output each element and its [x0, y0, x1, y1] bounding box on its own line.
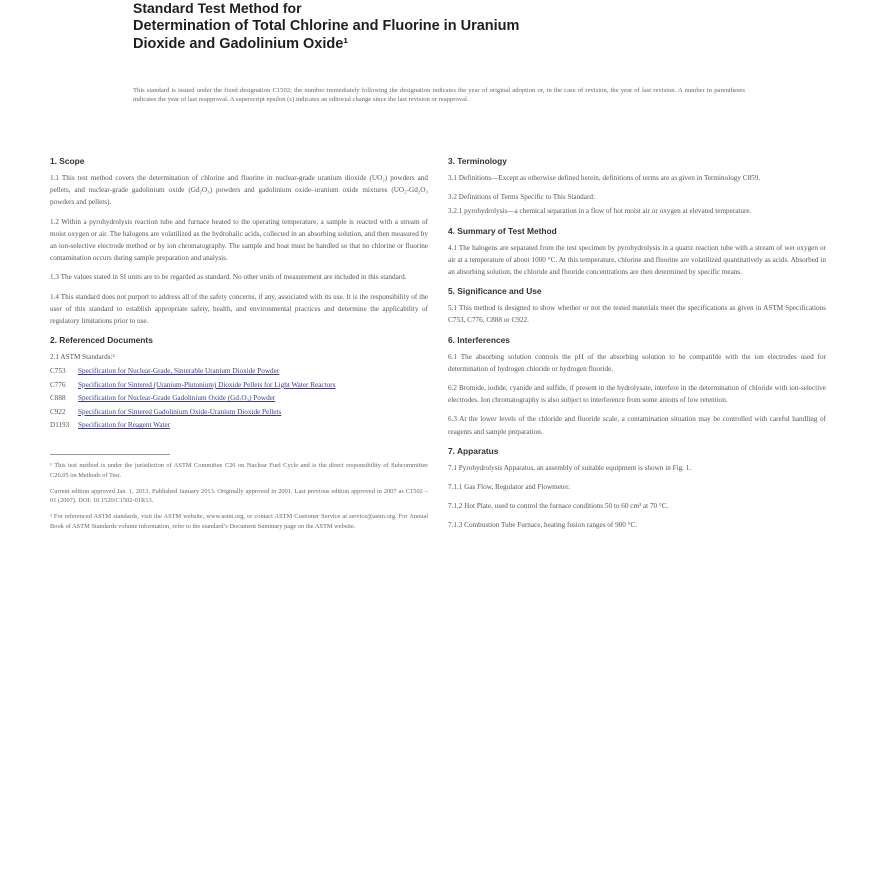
paragraph-3-1: 3.1 Definitions—Except as otherwise defined herein, definitions of terms are as given in Terminology C859. — [448, 174, 761, 182]
reference-list — [50, 366, 428, 432]
reference-item — [50, 366, 428, 378]
footnote-2: ² For referenced ASTM standards, visit the ASTM website, www.astm.org, or contact ASTM Customer Service at service@astm.org. For Annual Book of ASTM Standards volume information, refer to the standard’s Document Summary page on the ASTM website. — [50, 513, 428, 530]
section-heading-terminology: 3. Terminology — [448, 156, 507, 166]
section-heading-scope: 1. Scope — [50, 156, 85, 166]
paragraph-7-1: 7.1 Pyrohydrolysis Apparatus, an assembly of suitable equipment is shown in Fig. 1. — [448, 463, 692, 472]
reference-number: C922 — [50, 407, 66, 416]
footnote-edition: Current edition approved Jan. 1, 2013. Published January 2013. Originally approved in 2001. Last previous edition approved in 2007 as C1502 – 01 (2007). DOI: 10.1520/C1502-01R13. — [50, 487, 428, 505]
footnote-divider — [50, 454, 170, 455]
paragraph-3-2: 3.2 Definitions of Terms Specific to This Standard: — [448, 193, 595, 202]
paragraph-7-1-3: 7.1.3 Combustion Tube Furnace, heating fusion ranges of 900 °C. — [448, 521, 638, 530]
section-heading-interferences: 6. Interferences — [448, 334, 510, 345]
paragraph-6-1: 6.1 The absorbing solution controls the pH of the absorbing solution to be compatible with the ion electrodes used for determination of hydrogen chloride or hydrogen fluoride. — [448, 352, 826, 373]
reference-item — [50, 393, 428, 405]
paragraph-7-1-2: 7.1.2 Hot Plate, used to control the furnace conditions 50 to 60 cm³ at 70 °C. — [448, 502, 669, 511]
reference-link[interactable]: Specification for Nuclear-Grade, Sinterable Uranium Dioxide Powder — [78, 367, 280, 376]
paragraph-6-3: 6.3 At the lower levels of the chloride and fluoride scale, a contamination situation may be controlled with careful handling of reagents and sample preparation. — [448, 415, 826, 436]
paragraph-5-1: 5.1 This method is designed to show whether or not the tested materials meet the specifications as given in ASTM Specifications C753, C776, C888 or C922. — [448, 304, 826, 325]
reference-link[interactable]: Specification for Sintered Gadolinium Oxide-Uranium Dioxide Pellets — [78, 407, 282, 416]
footnote-1: ¹ This test method is under the jurisdiction of ASTM Committee C26 on Nuclear Fuel Cycle and is the direct responsibility of Subcommittee C26.05 on Methods of Test. — [50, 461, 428, 479]
paragraph-7-1-1: 7.1.1 Gas Flow, Regulator and Flowmeter. — [448, 483, 570, 492]
reference-link[interactable]: Specification for Reagent Water — [78, 421, 171, 430]
paragraph-1-2: 1.2 Within a pyrohydrolysis reaction tube and furnace heated to the operating temperature, a sample is reacted with a stream of moist oxygen or air. The halogens are volatilized as the hydrohalic acids, collected in an absorbing solution, and then measured by an ion-selective electrode method or by ion chromatography. The sample and boat must be handled so that no chlorine or fluorine contamination occurs during sample preparation and analysis. — [50, 217, 428, 263]
paragraph-1-1: 1.1 This test method covers the determination of chlorine and fluorine in nuclear-grade uranium dioxide (UO₂) powders and pellets, and nuclear-grade gadolinium oxide (Gd₂O₃) powders and gadolinium oxide–uranium oxide mixtures (UO₂-Gd₂O₃ powders and pellets). — [50, 174, 428, 207]
section-heading-referenced-documents: 2. Referenced Documents — [50, 335, 153, 346]
document-title-line-3: Dioxide and Gadolinium Oxide¹ — [133, 36, 349, 52]
document-title-line-1: Standard Test Method for — [133, 0, 302, 16]
paragraph-2-1: 2.1 ASTM Standards:² — [50, 353, 115, 362]
reference-item — [50, 380, 428, 392]
document-title-block — [133, 0, 733, 53]
paragraph-1-3: 1.3 The values stated in SI units are to be regarded as standard. No other units of measurement are included in this standard. — [50, 273, 407, 282]
reference-number: C776 — [50, 380, 66, 389]
right-column — [448, 155, 826, 539]
reference-number: C888 — [50, 394, 66, 403]
document-title-line-2: Determination of Total Chlorine and Fluorine in Uranium — [133, 18, 520, 34]
reference-number: D1193 — [50, 421, 70, 430]
reference-item — [50, 420, 428, 432]
reference-number: C753 — [50, 367, 66, 376]
section-heading-summary: 4. Summary of Test Method — [448, 225, 557, 236]
paragraph-4-1: 4.1 The halogens are separated from the test specimen by pyrohydrolysis in a quartz reaction tube with a stream of wet oxygen or air at a temperature of about 1000 °C. At this temperature, chlorine and fluorine are volatilized quantitatively as acids. Absorbed in an absorbing solution, the chloride and fluoride concentrations are then determined by specific means. — [448, 243, 826, 277]
reference-link[interactable]: Specification for Nuclear-Grade Gadolinium Oxide (Gd₂O₃) Powder — [78, 394, 276, 403]
section-heading-significance: 5. Significance and Use — [448, 286, 542, 297]
paragraph-3-2-1: 3.2.1 pyrohydrolysis—a chemical separation in a flow of hot moist air or oxygen at elevated temperature. — [448, 207, 752, 216]
reference-link[interactable]: Specification for Sintered (Uranium-Plutonium) Dioxide Pellets for Light Water Reactors — [78, 380, 336, 389]
designation-note: This standard is issued under the fixed designation C1502; the number immediately following the designation indicates the year of original adoption or, in the case of revision, the year of last revision. A number in parentheses indicates the year of last reapproval. A superscript epsilon (ε) indicates an editorial change since the last revision or reapproval. — [133, 87, 745, 104]
paragraph-6-2: 6.2 Bromide, iodide, cyanide and sulfide, if present in the hydrolysate, interfere in the determination of chloride with ion-selective electrodes. Ion chromatography is also subject to interference from some anions of low retention. — [448, 384, 826, 405]
section-heading-apparatus: 7. Apparatus — [448, 445, 499, 456]
left-column — [50, 155, 428, 538]
paragraph-1-4: 1.4 This standard does not purport to address all of the safety concerns, if any, associated with its use. It is the responsibility of the user of this standard to establish appropriate safety, health, and environmental practices and determine the applicability of regulatory limitations prior to use. — [50, 292, 428, 326]
reference-item — [50, 407, 428, 419]
